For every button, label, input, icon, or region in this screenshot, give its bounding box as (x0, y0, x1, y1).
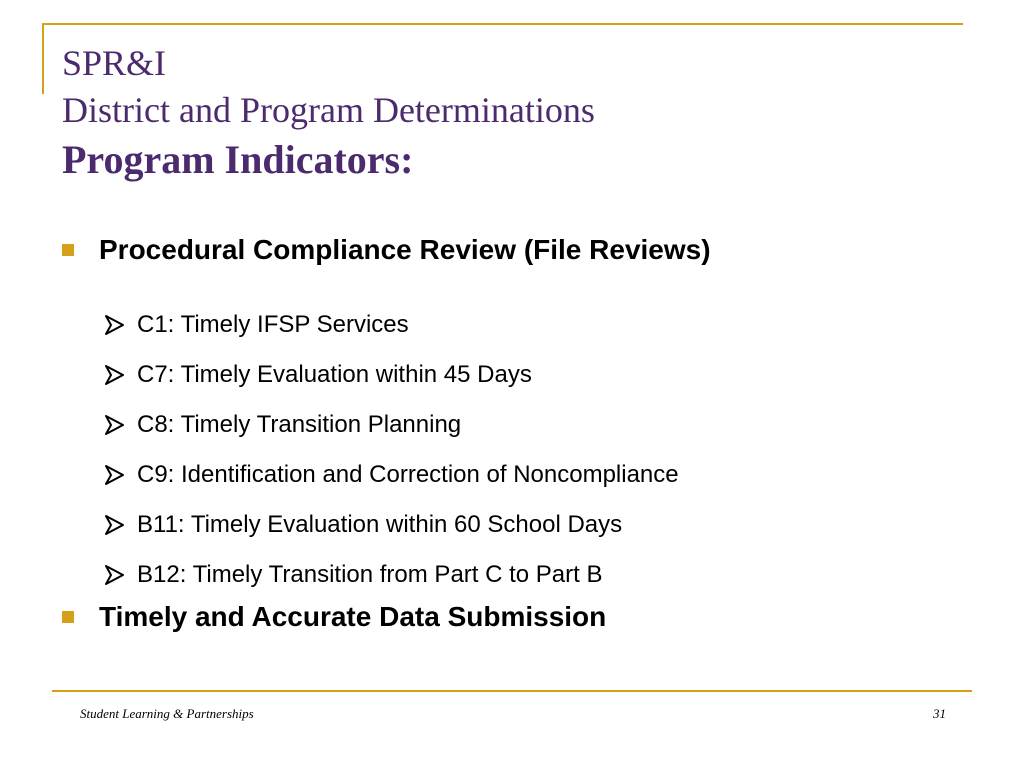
list-item-text: C9: Identification and Correction of Noncompliance (137, 461, 679, 488)
title-line-2: District and Program Determinations (62, 90, 595, 130)
list-item-text: C8: Timely Transition Planning (137, 411, 462, 438)
square-bullet-icon (62, 611, 74, 623)
bullet-data-submission (62, 601, 606, 633)
top-accent-line (42, 23, 963, 25)
list-item-text: C1: Timely IFSP Services (137, 311, 409, 338)
title-line-1: SPR&I (62, 43, 167, 83)
list-item (104, 500, 679, 550)
list-item (104, 550, 679, 600)
page-number: 31 (933, 706, 946, 721)
list-item (104, 450, 679, 500)
arrow-bullet-icon (104, 513, 126, 537)
left-accent-line (42, 23, 44, 94)
bullet-text: Procedural Compliance Review (File Reviews) (99, 234, 711, 265)
list-item-text: B11: Timely Evaluation within 60 School Days (137, 511, 623, 538)
bullet-procedural-compliance (62, 234, 711, 266)
footer-organization: Student Learning & Partnerships (80, 706, 254, 721)
square-bullet-icon (62, 244, 74, 256)
bullet-text: Timely and Accurate Data Submission (99, 601, 607, 632)
list-item (104, 400, 679, 450)
arrow-bullet-icon (104, 413, 126, 437)
arrow-bullet-icon (104, 563, 126, 587)
title-line-3: Program Indicators: (62, 137, 414, 182)
indicator-list (104, 300, 679, 600)
list-item (104, 300, 679, 350)
list-item-text: B12: Timely Transition from Part C to Part B (137, 561, 603, 588)
arrow-bullet-icon (104, 463, 126, 487)
slide-title (62, 44, 962, 182)
list-item (104, 350, 679, 400)
footer-divider (52, 690, 972, 692)
arrow-bullet-icon (104, 313, 126, 337)
arrow-bullet-icon (104, 363, 126, 387)
list-item-text: C7: Timely Evaluation within 45 Days (137, 361, 532, 388)
